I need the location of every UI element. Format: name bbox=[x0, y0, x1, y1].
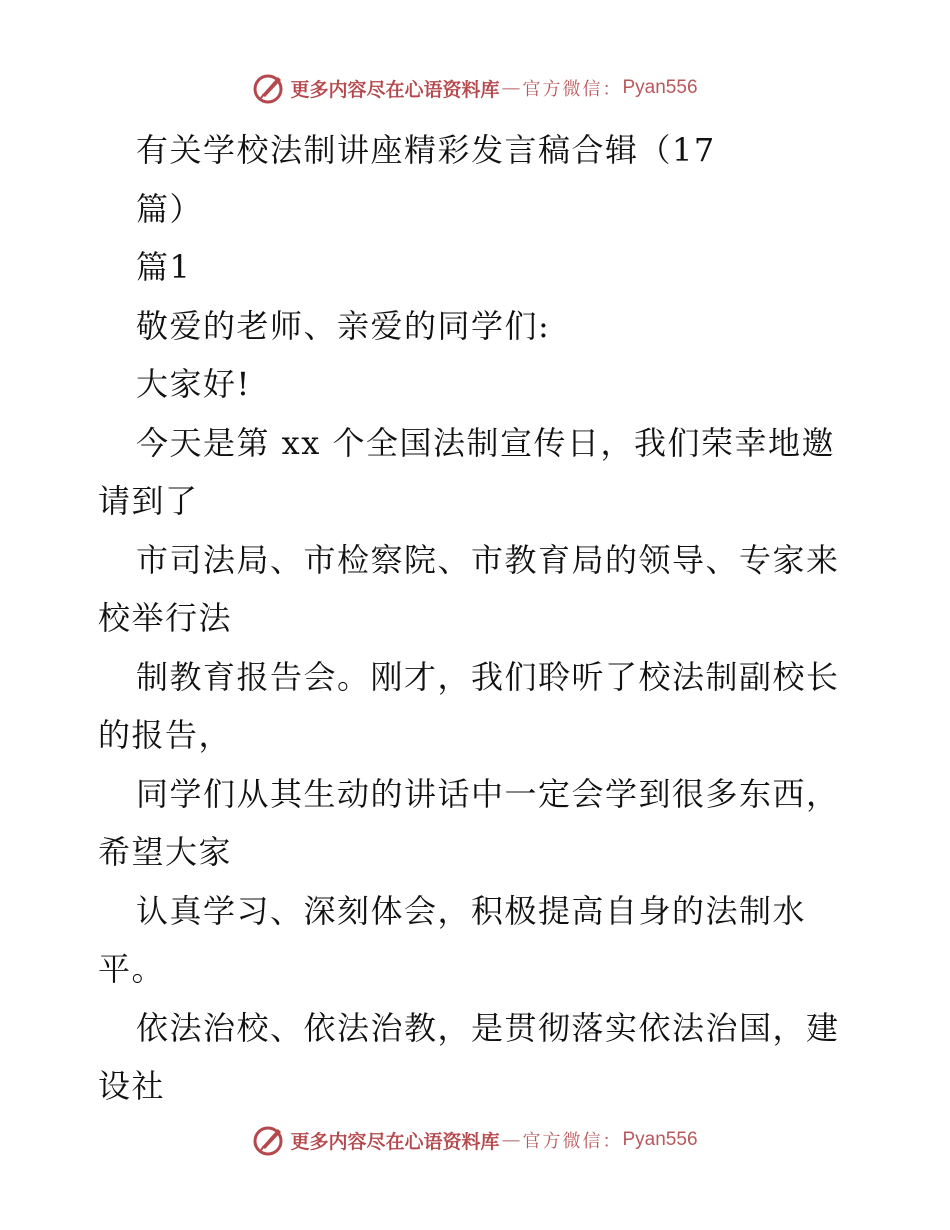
text-line: 今天是第 xx 个全国法制宣传日，我们荣幸地邀 bbox=[136, 423, 835, 462]
watermark-main-text: 更多内容尽在心语资料库 bbox=[290, 78, 500, 101]
watermark-main-text: 更多内容尽在心语资料库 bbox=[290, 1130, 500, 1153]
text-line: 平。 bbox=[98, 950, 166, 988]
text-line: 校举行法 bbox=[98, 599, 233, 637]
watermark-header bbox=[0, 68, 950, 108]
watermark-dash: — bbox=[501, 77, 521, 99]
document-body bbox=[98, 121, 858, 1116]
watermark-wechat-label: 官方微信： bbox=[522, 79, 623, 100]
text-line: 认真学习、深刻体会，积极提高自身的法制水 bbox=[136, 891, 807, 930]
text-line: 的报告， bbox=[98, 716, 233, 754]
quill-logo-icon bbox=[252, 71, 286, 105]
quill-logo-icon bbox=[252, 1123, 286, 1157]
text-line: 市司法局、市检察院、市教育局的领导、专家来 bbox=[136, 540, 840, 579]
watermark-wechat-id: Pyan556 bbox=[622, 77, 698, 98]
text-line: 大家好! bbox=[136, 365, 251, 403]
text-line: 篇） bbox=[136, 189, 204, 228]
watermark-footer bbox=[0, 1120, 950, 1160]
text-line: 同学们从其生动的讲话中一定会学到很多东西， bbox=[136, 774, 840, 813]
text-line: 依法治校、依法治教，是贯彻落实依法治国，建 bbox=[136, 1008, 840, 1047]
watermark-wechat-id: Pyan556 bbox=[622, 1129, 698, 1150]
text-line: 篇1 bbox=[136, 248, 192, 286]
watermark-dash: — bbox=[501, 1129, 521, 1151]
text-line: 有关学校法制讲座精彩发言稿合辑（17 bbox=[136, 131, 716, 169]
text-line: 希望大家 bbox=[98, 833, 233, 871]
text-line: 设社 bbox=[98, 1067, 166, 1105]
text-line: 请到了 bbox=[98, 482, 199, 520]
text-line: 敬爱的老师、亲爱的同学们: bbox=[136, 306, 551, 345]
text-line: 制教育报告会。刚才，我们聆听了校法制副校长 bbox=[136, 657, 840, 696]
watermark-wechat-label: 官方微信： bbox=[522, 1131, 623, 1152]
